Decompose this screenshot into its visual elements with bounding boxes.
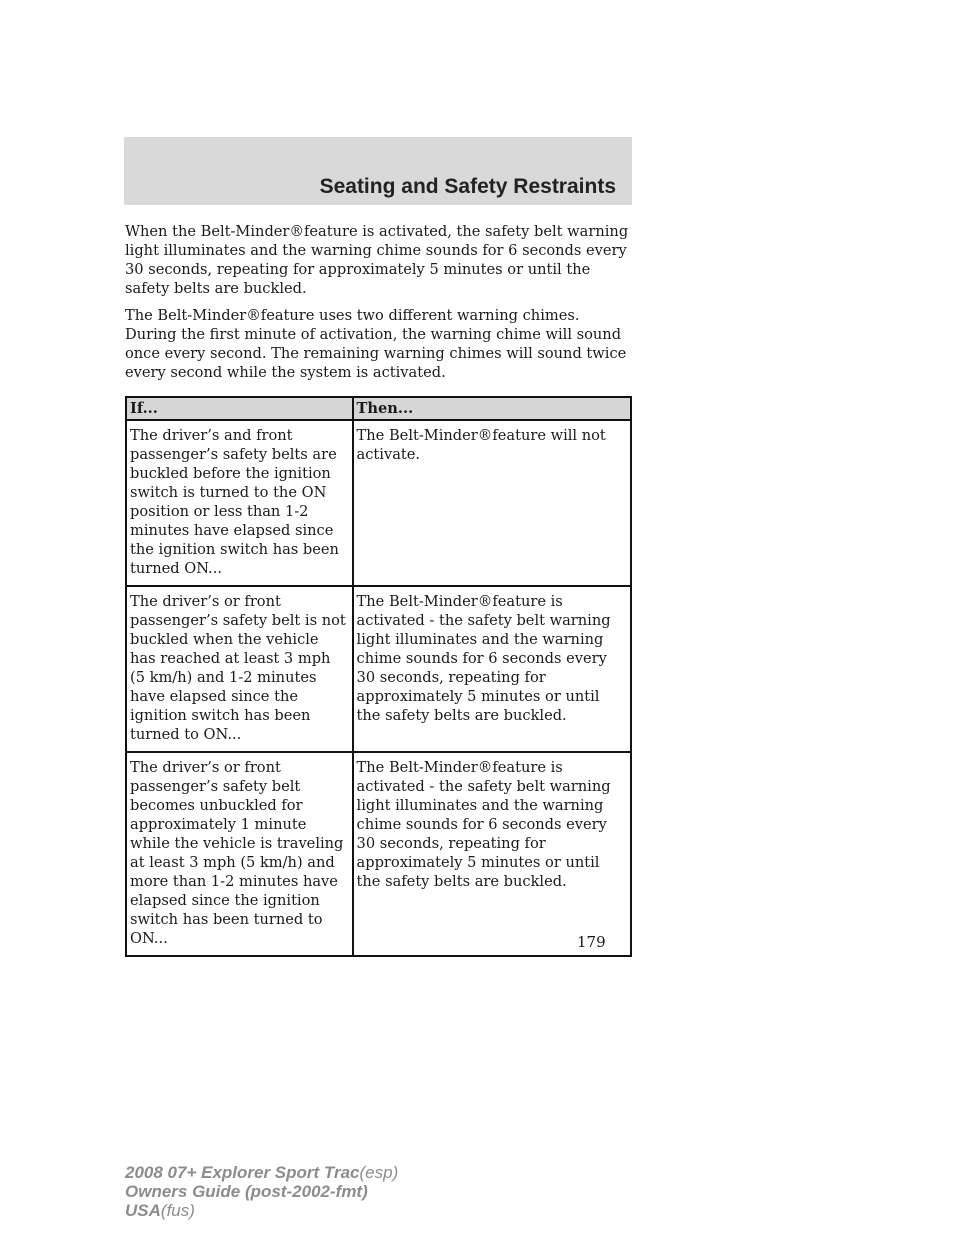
table-cell-then: The Belt-Minder®feature will not activate. bbox=[353, 420, 631, 586]
table-cell-if: The driver’s or front passenger’s safety belt is not buckled when the vehicle has reached at least 3 mph (5 km/h) and 1-2 minutes have elapsed since the ignition switch has been turned to ON... bbox=[126, 586, 353, 752]
table-cell-if: The driver’s or front passenger’s safety belt becomes unbuckled for approximately 1 minute while the vehicle is traveling at least 3 mph (5 km/h) and more than 1-2 minutes have elapsed since the ignition switch has been turned to ON... bbox=[126, 752, 353, 956]
table-cell-if: The driver’s and front passenger’s safety belts are buckled before the ignition switch is turned to the ON position or less than 1-2 minutes have elapsed since the ignition switch has been turned ON... bbox=[126, 420, 353, 586]
footer-line-2 bbox=[125, 1182, 398, 1201]
table-row bbox=[126, 752, 631, 956]
footer-market-code: (fus) bbox=[160, 1201, 195, 1220]
belt-minder-table bbox=[125, 396, 632, 957]
table-cell-then: The Belt-Minder®feature is activated - the safety belt warning light illuminates and the warning chime sounds for 6 seconds every 30 seconds, repeating for approximately 5 minutes or until the safety belts are buckled. bbox=[353, 752, 631, 956]
table-row bbox=[126, 420, 631, 586]
table-header-row bbox=[126, 397, 631, 420]
page-content bbox=[125, 222, 633, 957]
document-footer bbox=[125, 1163, 398, 1220]
page-number: 179 bbox=[577, 933, 606, 951]
section-header-band bbox=[124, 137, 632, 205]
footer-vehicle-code: (esp) bbox=[359, 1163, 399, 1182]
table-header-if: If... bbox=[126, 397, 353, 420]
table-header-then: Then... bbox=[353, 397, 631, 420]
table-cell-then: The Belt-Minder®feature is activated - the safety belt warning light illuminates and the warning chime sounds for 6 seconds every 30 seconds, repeating for approximately 5 minutes or until the safety belts are buckled. bbox=[353, 586, 631, 752]
table-row bbox=[126, 586, 631, 752]
footer-vehicle: 2008 07+ Explorer Sport Trac bbox=[125, 1163, 360, 1182]
footer-line-1 bbox=[125, 1163, 398, 1182]
footer-guide: Owners Guide (post-2002-fmt) bbox=[125, 1182, 368, 1201]
footer-line-3 bbox=[125, 1201, 398, 1220]
footer-market: USA bbox=[125, 1201, 161, 1220]
section-title: Seating and Safety Restraints bbox=[319, 175, 616, 198]
paragraph-belt-minder-activation: When the Belt-Minder®feature is activated, the safety belt warning light illuminates and the warning chime sounds for 6 seconds every 30 seconds, repeating for approximately 5 minutes or until the safety belts are buckled. bbox=[125, 223, 629, 297]
paragraph-warning-chimes: The Belt-Minder®feature uses two different warning chimes. During the first minute of activation, the warning chime will sound once every second. The remaining warning chimes will sound twice every second while the system is activated. bbox=[125, 307, 627, 381]
